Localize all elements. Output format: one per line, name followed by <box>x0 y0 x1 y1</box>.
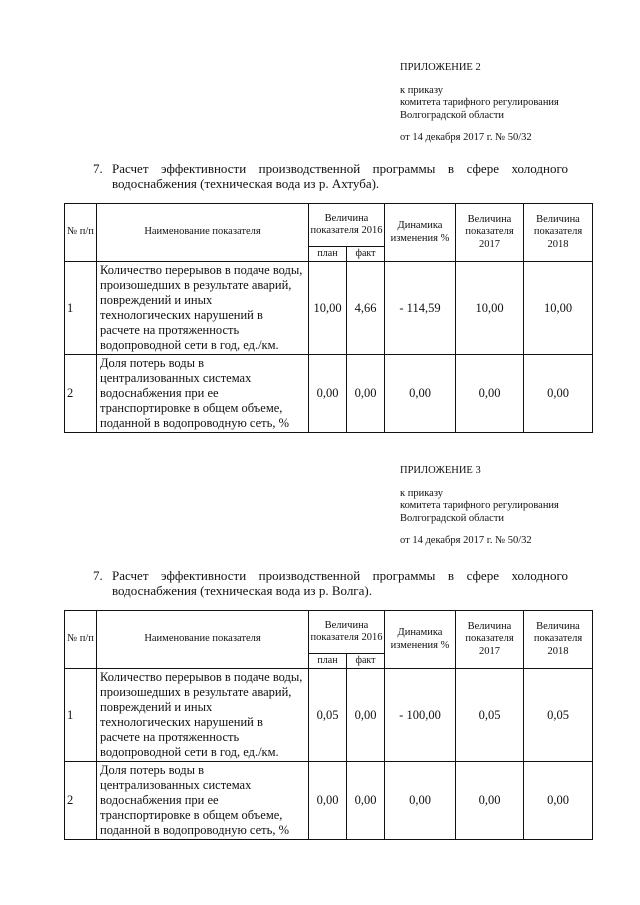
section2-line2: водоснабжения (техническая вода из р. Волга). <box>112 583 372 598</box>
row-dynamics: 0,00 <box>385 762 456 840</box>
table2-header-fact: факт <box>347 654 385 669</box>
table1-header-value2016: Величина показателя 2016 <box>309 204 385 247</box>
annex3-date: от 14 декабря 2017 г. № 50/32 <box>400 535 532 546</box>
row-value2017: 0,05 <box>456 669 524 762</box>
row-plan: 0,00 <box>309 762 347 840</box>
row-fact: 0,00 <box>347 669 385 762</box>
row-plan: 0,05 <box>309 669 347 762</box>
row-value2018: 0,00 <box>524 355 593 433</box>
table1-header-plan: план <box>309 247 347 262</box>
table1-header-value2018: Величина показателя 2018 <box>524 204 593 262</box>
section1-line1: Расчет эффективности производственной программы в сфере холодного <box>112 161 568 176</box>
row-dynamics: - 100,00 <box>385 669 456 762</box>
annex3-line1: к приказу <box>400 487 443 499</box>
annex2-line2: комитета тарифного регулирования <box>400 97 559 108</box>
table1-header-name: Наименование показателя <box>97 204 309 262</box>
row-num: 2 <box>65 355 97 433</box>
annex3-line2: комитета тарифного регулирования <box>400 500 559 511</box>
annex2-date: от 14 декабря 2017 г. № 50/32 <box>400 132 532 143</box>
annex2-header <box>400 62 559 145</box>
row-fact: 4,66 <box>347 262 385 355</box>
table2-header-value2018: Величина показателя 2018 <box>524 611 593 669</box>
table1-header-value2017: Величина показателя 2017 <box>456 204 524 262</box>
table2-header-dynamics: Динамика изменения % <box>385 611 456 669</box>
section1-number: 7. <box>93 161 103 176</box>
annex2-line1: к приказу <box>400 84 443 96</box>
row-name: Количество перерывов в подаче воды, произошедших в результате аварий, повреждений и иных технологических нарушений в расчете на протяженность водопроводной сети в год, ед./км. <box>97 262 309 355</box>
section2-number: 7. <box>93 568 103 583</box>
table-row <box>65 355 593 433</box>
table-row <box>65 262 593 355</box>
annex3-title: ПРИЛОЖЕНИЕ 3 <box>400 465 481 476</box>
table2-header-name: Наименование показателя <box>97 611 309 669</box>
table1 <box>64 203 593 433</box>
row-value2018: 0,00 <box>524 762 593 840</box>
annex3-header <box>400 465 559 548</box>
table2-header-value2016: Величина показателя 2016 <box>309 611 385 654</box>
row-num: 1 <box>65 262 97 355</box>
row-value2018: 10,00 <box>524 262 593 355</box>
row-name: Доля потерь воды в централизованных системах водоснабжения при ее транспортировке в общем объеме, поданной в водопроводную сеть, % <box>97 355 309 433</box>
table1-header-fact: факт <box>347 247 385 262</box>
table2 <box>64 610 593 840</box>
row-value2017: 0,00 <box>456 355 524 433</box>
table2-header-num: № п/п <box>65 611 97 669</box>
row-fact: 0,00 <box>347 762 385 840</box>
row-name: Количество перерывов в подаче воды, произошедших в результате аварий, повреждений и иных технологических нарушений в расчете на протяженность водопроводной сети в год, ед./км. <box>97 669 309 762</box>
table1-header-dynamics: Динамика изменения % <box>385 204 456 262</box>
table2-header-value2017: Величина показателя 2017 <box>456 611 524 669</box>
row-num: 2 <box>65 762 97 840</box>
annex3-line3: Волгоградской области <box>400 512 505 524</box>
section2-title <box>93 568 568 598</box>
annex2-title: ПРИЛОЖЕНИЕ 2 <box>400 62 481 73</box>
table-row <box>65 669 593 762</box>
row-value2017: 10,00 <box>456 262 524 355</box>
row-value2017: 0,00 <box>456 762 524 840</box>
row-num: 1 <box>65 669 97 762</box>
section1-line2: водоснабжения (техническая вода из р. Ахтуба). <box>112 176 380 191</box>
row-value2018: 0,05 <box>524 669 593 762</box>
row-plan: 10,00 <box>309 262 347 355</box>
row-dynamics: 0,00 <box>385 355 456 433</box>
table-row <box>65 762 593 840</box>
table2-header-plan: план <box>309 654 347 669</box>
row-plan: 0,00 <box>309 355 347 433</box>
section2-line1: Расчет эффективности производственной программы в сфере холодного <box>112 568 568 583</box>
table1-header-num: № п/п <box>65 204 97 262</box>
row-fact: 0,00 <box>347 355 385 433</box>
annex2-line3: Волгоградской области <box>400 109 505 121</box>
section1-title <box>93 161 568 191</box>
row-dynamics: - 114,59 <box>385 262 456 355</box>
row-name: Доля потерь воды в централизованных системах водоснабжения при ее транспортировке в общем объеме, поданной в водопроводную сеть, % <box>97 762 309 840</box>
